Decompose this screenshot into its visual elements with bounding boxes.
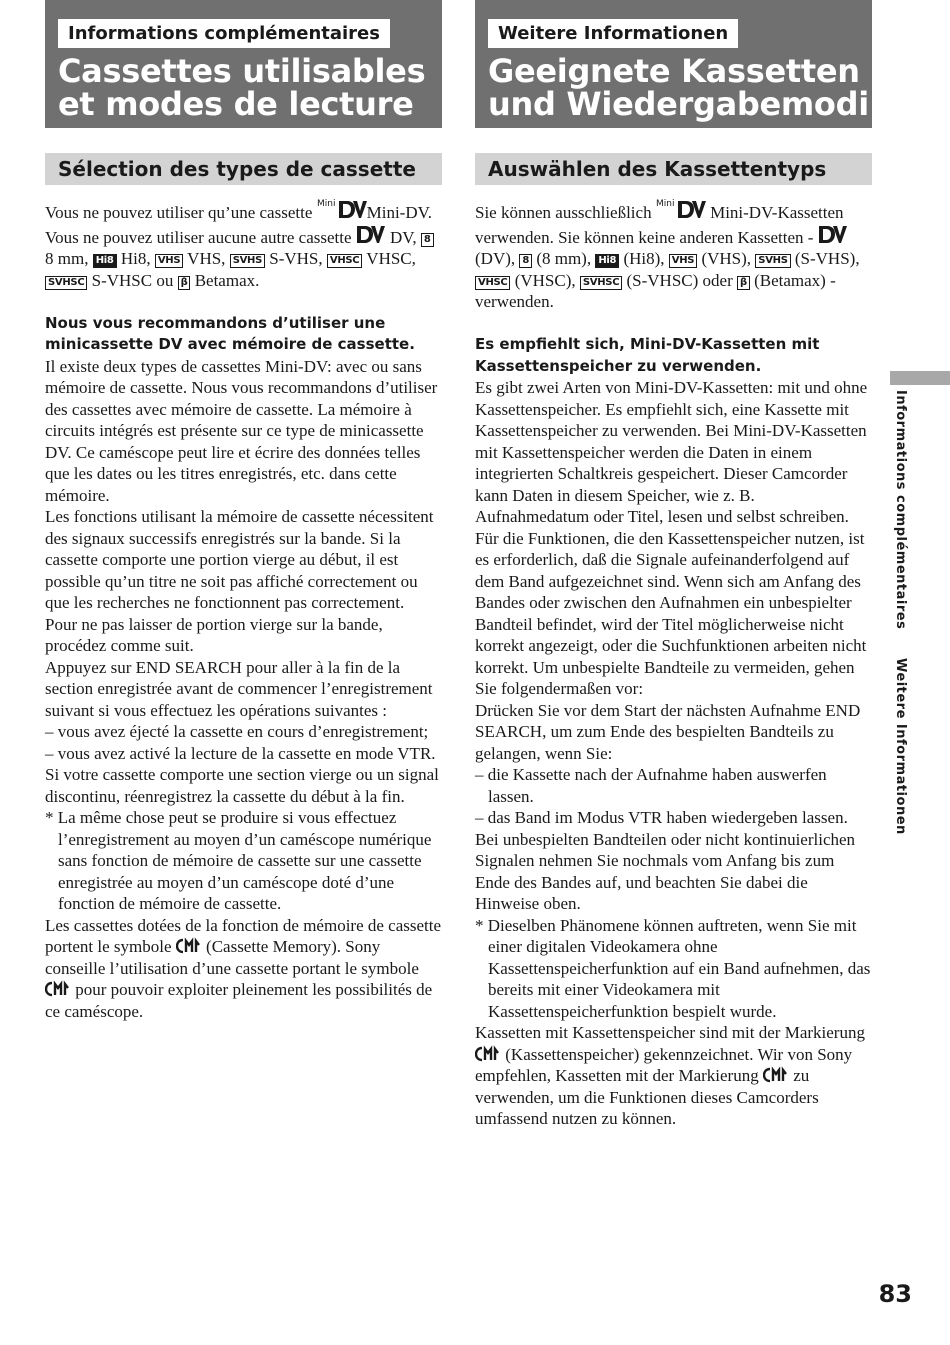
spacer [45,291,442,313]
bold-heading-fr: Nous vous recommandons d’utiliser une minicassette DV avec mémoire de cassette. [45,313,415,353]
cassette-memory-icon [763,1065,789,1087]
subheading-band-fr [45,153,442,185]
page-title-de [488,52,869,123]
paragraph-de-5 [475,1022,872,1130]
text-run: (S-VHSC) oder [622,270,737,290]
text-run: pour pouvoir exploiter pleinement les possibilités de ce caméscope. [45,980,433,1021]
body-text-de [475,197,872,1130]
paragraph-de-3: Drücken Sie vor dem Start der nächsten Aufnahme END SEARCH, um zum Ende des bespielten Bandteils zu gelangen, wenn Sie: [475,700,861,763]
text-run: Vous ne pouvez utiliser qu’une cassette [45,203,317,222]
dash-item-fr-2: – vous avez activé la lecture de la cassette en mode VTR. [45,743,436,763]
bold-heading-de: Es empfiehlt sich, Mini-DV-Kassetten mit Kassettenspeicher zu verwenden. [475,335,820,375]
dv-logo [356,224,386,249]
vhs-logo: VHS [155,254,183,268]
text-run: 8 mm, [45,249,93,268]
dv-logo [818,224,848,249]
text-run: Hi8, [116,249,155,268]
text-run: (S-VHS), [790,249,860,268]
betamax-logo: β [737,276,750,290]
body-text-fr [45,197,442,1022]
paragraph-de-2: Es gibt zwei Arten von Mini-DV-Kassetten: mit und ohne Kassettenspeicher. Es empfiehlt sich, eine Kassette mit Kassettenspeicher zu verwenden. Bei Mini-DV-Kassetten mit Kassettenspeicher werden die Daten in einem integrierten Schaltkreis gespeichert. Dieser Camcorder kann Daten in diesem Speicher, wie z. B. Aufnahmedatum oder Titel, lesen und selbst schreiben. Für die Funktionen, die den Kassettenspeicher nutzen, ist es erforderlich, daß die Signale aufeinanderfolgend auf dem Band aufgezeichnet sind. Wenn sich am Anfang des Bandes oder zwischen den Aufnahmen ein unbespielter Bandteil befindet, wird der Titel möglicherweise nicht korrekt angezeigt, oder die Suchfunktionen arbeiten nicht korrekt. Um unbespielte Bandteile zu vermeiden, gehen Sie folgendermaßen vor: [475,378,868,698]
dash-item-de-2: – das Band im Modus VTR haben wiedergeben lassen. [475,808,848,827]
page-title-de-line1: Geeignete Kassetten [488,52,860,90]
svhs-logo: SVHS [230,254,265,268]
betamax-logo: β [178,276,191,290]
section-tag-de: Weitere Informationen [488,19,738,48]
header-band-de [475,0,872,128]
paragraph-de-4: Bei unbespielten Bandteilen oder nicht kontinuierlichen Signalen nehmen Sie nochmals vom Anfang bis zum Ende des Bandes auf, und beachten Sie dabei die Hinweise oben. [475,829,856,913]
mini-label: Mini [655,199,675,209]
section-tag-fr: Informations complémentaires [58,19,390,48]
text-run: (Betamax) - verwenden. [475,270,836,311]
mini-label: Mini [316,199,336,209]
text-run: Les cassettes dotées de la fonction de mémoire de cassette portent le symbole [45,915,442,956]
text-run: VHS, [183,249,230,268]
sidebar-label-de: Weitere Informationen [893,658,908,835]
subheading-de: Auswählen des Kassettentyps [488,157,827,181]
text-run: VHSC, [362,249,416,268]
paragraph-fr-6: Si votre cassette comporte une section vierge ou un signal discontinu, réenregistrez la cassette du début à la fin. [45,765,439,806]
sidebar-label-fr: Informations complémentaires [893,390,908,630]
cassette-memory-icon [475,1044,501,1066]
mini-dv-logo [656,197,706,224]
text-run: Mini-DV-Kassetten verwenden. Sie können keine anderen Kassetten - [475,203,844,247]
footnote-de: * Dieselben Phänomene können auftreten, wenn Sie mit einer digitalen Videokamera ohne Kassettenspeicherfunktion auf ein Band aufnehmen, das bereits mit einer Videokamera mit Kassettenspeicherfunktion bespielt wurde. [475,915,871,1021]
side-tab-marker [890,371,950,385]
text-run: Sie können ausschließlich [475,203,656,222]
paragraph-fr-4: Pour ne pas laisser de portion vierge sur la bande, procédez comme suit. [45,614,383,655]
svhs-logo: SVHS [755,254,790,268]
footnote-fr: * La même chose peut se produire si vous effectuez l’enregistrement au moyen d’un caméscope numérique sans fonction de mémoire de cassette sur une cassette enregistrée au moyen d’un caméscope doté d’une fonction de mémoire de cassette. [45,808,432,913]
subheading-band-de [475,153,872,185]
paragraph-cassette-types-de [475,197,872,313]
text-run: Kassetten mit Kassettenspeicher sind mit der Markierung [475,1023,865,1042]
paragraph-cassette-types-fr [45,197,442,291]
text-run: (DV), [475,249,520,268]
cassette-memory-icon [45,979,71,1001]
header-band-fr [45,0,442,128]
text-run: DV, [385,227,421,247]
hi8-logo: Hi8 [93,254,117,268]
page-title-fr-line1: Cassettes utilisables [58,52,426,90]
text-run: (VHS), [697,249,756,268]
text-run: (8 mm), [532,249,596,268]
dash-item-fr-1: – vous avez éjecté la cassette en cours d’enregistrement; [45,722,429,741]
page-title-fr-line2: et modes de lecture [58,85,414,123]
text-run: (Cassette Memory). Sony conseille l’utilisation d’une cassette portant le symbole [45,937,419,978]
paragraph-fr-3: Les fonctions utilisant la mémoire de cassette nécessitent des signaux successifs enregistrés sur la bande. Si la cassette comporte une portion vierge au début, il est possible qu’un titre ne soit pas affiché correctement ou que les recherches ne fonctionnent pas correctement. [45,507,434,612]
vhs-logo: VHS [669,254,697,268]
text-run: zu verwenden, um die Funktionen dieses Camcorders umfassend nutzen zu können. [475,1066,819,1128]
vhsc-logo: VHSC [327,254,362,268]
mini-dv-logo [317,197,367,224]
svhsc-logo: SVHSC [580,276,622,290]
8mm-logo: 8 [421,233,434,247]
text-run: S-VHS, [265,249,327,268]
paragraph-fr-7 [45,915,442,1023]
spacer [475,313,872,335]
dash-item-de-1: – die Kassette nach der Aufnahme haben auswerfen lassen. [475,765,827,806]
page-title-de-line2: und Wiedergabemodi [488,85,869,123]
cassette-memory-icon [176,936,202,958]
hi8-logo: Hi8 [595,254,619,268]
8mm-logo: 8 [519,254,532,268]
text-run: (VHSC), [510,270,580,290]
text-run: S-VHSC ou [87,270,178,290]
text-run: Betamax. [190,270,260,290]
svhsc-logo: SVHSC [45,276,87,290]
text-run: (Hi8), [619,249,669,268]
vhsc-logo: VHSC [475,276,510,290]
paragraph-fr-5: Appuyez sur END SEARCH pour aller à la fin de la section enregistrée avant de commencer l’enregistrement suivant si vous effectuez les opérations suivantes : [45,657,433,720]
text-run: Mini-DV. Vous ne pouvez utiliser aucune autre cassette [45,203,432,247]
page-number: 83 [878,1280,912,1308]
text-run: (Kassettenspeicher) gekennzeichnet. Wir von Sony empfehlen, Kassetten mit der Markierung [475,1044,853,1085]
subheading-fr: Sélection des types de cassette [58,157,416,181]
paragraph-fr-2: Il existe deux types de cassettes Mini-DV: avec ou sans mémoire de cassette. Nous vous recommandons d’utiliser des cassettes avec mémoire de cassette. La mémoire à circuits intégrés est présente sur ce type de minicassette DV. Ce caméscope peut lire et écrire des données telles que les dates ou les titres enregistrés, etc. dans cette mémoire. [45,356,438,505]
page-title-fr [58,52,426,123]
